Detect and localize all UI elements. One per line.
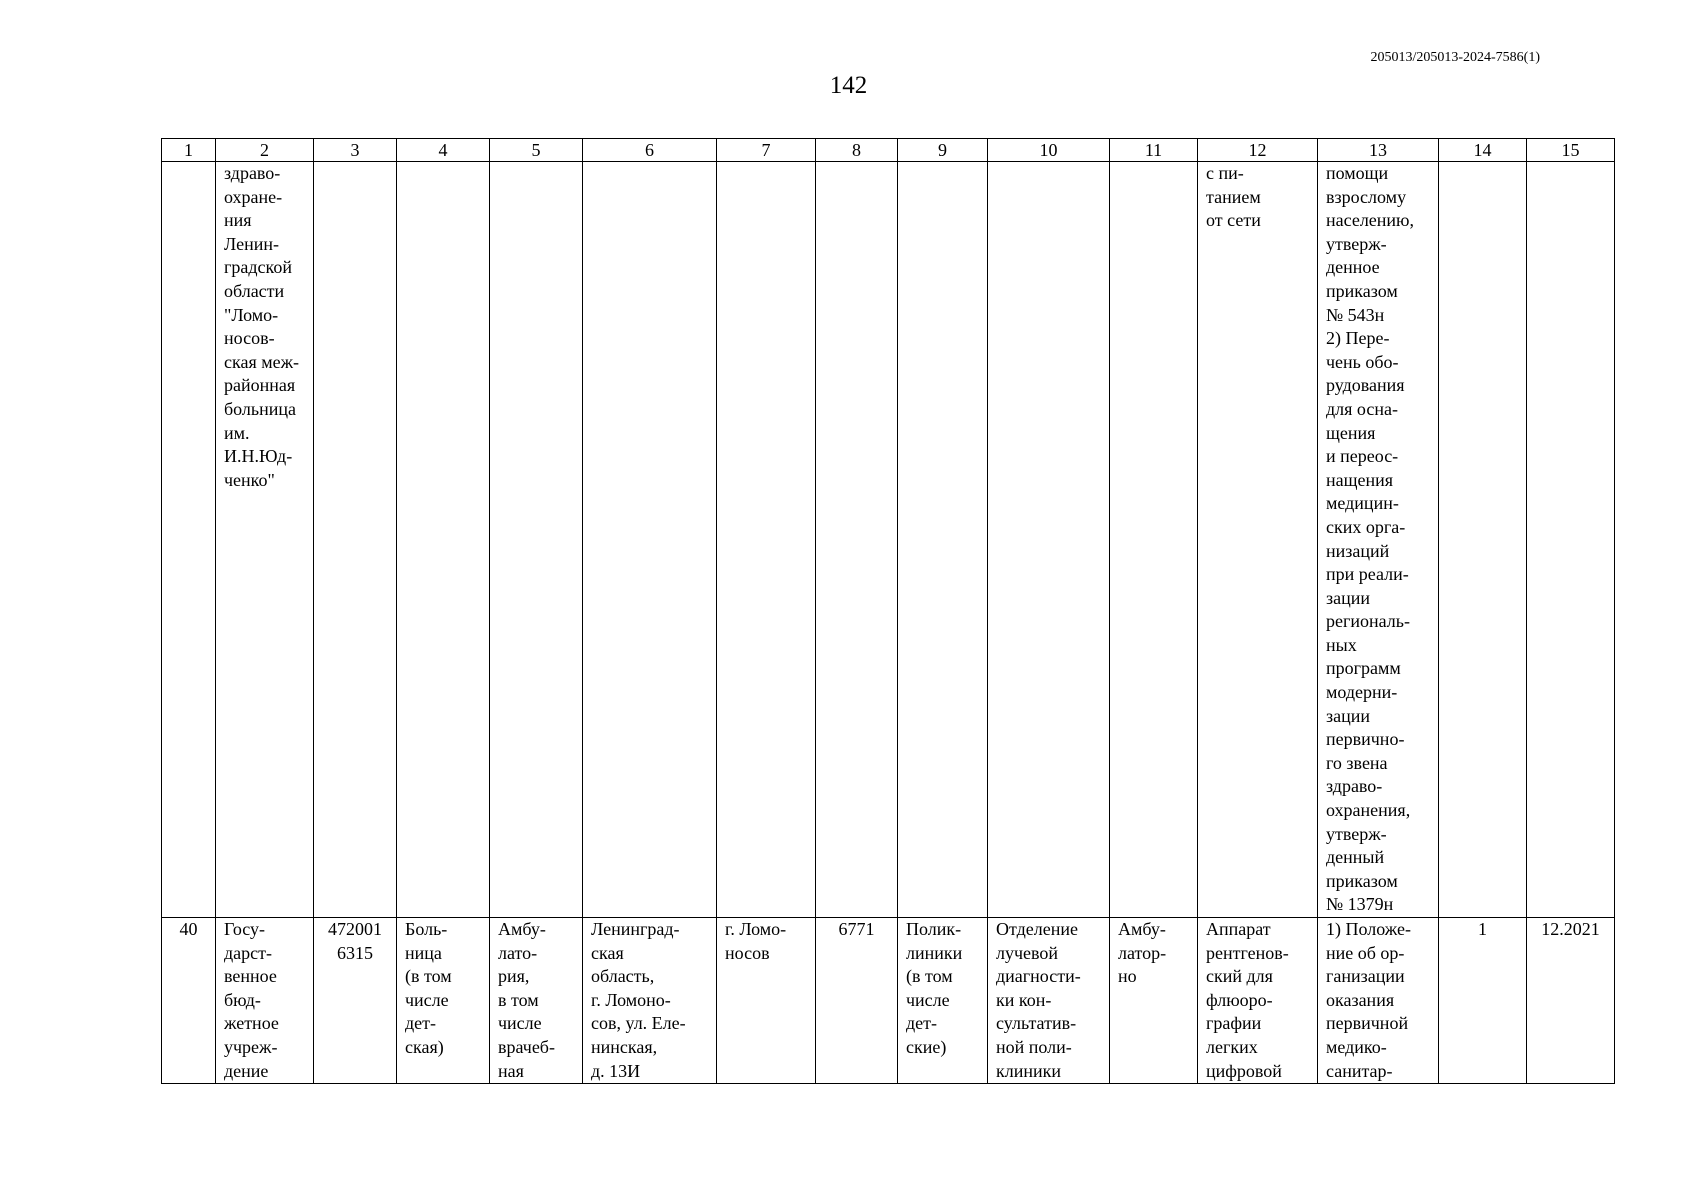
table-cell: Амбу- лато- рия, в том числе врачеб- ная [490,918,583,1084]
table-cell [583,162,717,918]
table-cell: с пи- танием от сети [1198,162,1318,918]
table-cell: 1 [1439,918,1527,1084]
column-header: 8 [816,139,898,162]
table-cell [397,162,490,918]
table-cell [490,162,583,918]
page-number: 142 [829,72,868,99]
table-cell [717,162,816,918]
column-header: 10 [988,139,1110,162]
table-cell: Полик- линики (в том числе дет- ские) [898,918,988,1084]
table-cell [816,162,898,918]
table-cell: Аппарат рентгенов- ский для флюоро- графии легких цифровой [1198,918,1318,1084]
column-header: 12 [1198,139,1318,162]
table-cell [162,162,216,918]
table-cell: 6771 [816,918,898,1084]
table-cell: 40 [162,918,216,1084]
table-cell: г. Ломо- носов [717,918,816,1084]
register-table [161,138,1615,1084]
table-cell: 1) Положе- ние об ор- ганизации оказания первичной медико- санитар- [1318,918,1439,1084]
table-cell: 12.2021 [1527,918,1615,1084]
column-header: 6 [583,139,717,162]
table-cell: Госу- дарст- венное бюд- жетное учреж- дение [216,918,314,1084]
table-cell: Амбу- латор- но [1110,918,1198,1084]
column-header: 2 [216,139,314,162]
table-cell [314,162,397,918]
column-header: 9 [898,139,988,162]
column-number-row [162,139,1615,162]
column-header: 13 [1318,139,1439,162]
table-cell [988,162,1110,918]
column-header: 3 [314,139,397,162]
column-header: 4 [397,139,490,162]
document-id: 205013/205013-2024-7586(1) [1370,50,1540,65]
column-header: 14 [1439,139,1527,162]
column-header: 5 [490,139,583,162]
table-cell: Боль- ница (в том числе дет- ская) [397,918,490,1084]
column-header: 7 [717,139,816,162]
column-header: 11 [1110,139,1198,162]
table-cell: Ленинград- ская область, г. Ломоно- сов, ул. Еле- нинская, д. 13И [583,918,717,1084]
table-cell: 472001 6315 [314,918,397,1084]
table-cell: Отделение лучевой диагности- ки кон- сультатив- ной поли- клиники [988,918,1110,1084]
table-cell: помощи взрослому населению, утверж- денное приказом № 543н 2) Пере- чень обо- рудования для осна- щения и переос- нащения медицин- ских орга- низаций при реали- зации региональ- ных программ модерни- зации первично- го звена здраво- охранения, утверж- денный приказом № 1379н [1318,162,1439,918]
column-header: 1 [162,139,216,162]
column-header: 15 [1527,139,1615,162]
table-row-continuation [162,162,1615,918]
table-cell [1110,162,1198,918]
table-cell [1439,162,1527,918]
table-cell: здраво- охране- ния Ленин- градской области "Ломо- носов- ская меж- районная больница им. И.Н.Юд- ченко" [216,162,314,918]
table-cell [1527,162,1615,918]
table-cell [898,162,988,918]
table-row-40 [162,918,1615,1084]
